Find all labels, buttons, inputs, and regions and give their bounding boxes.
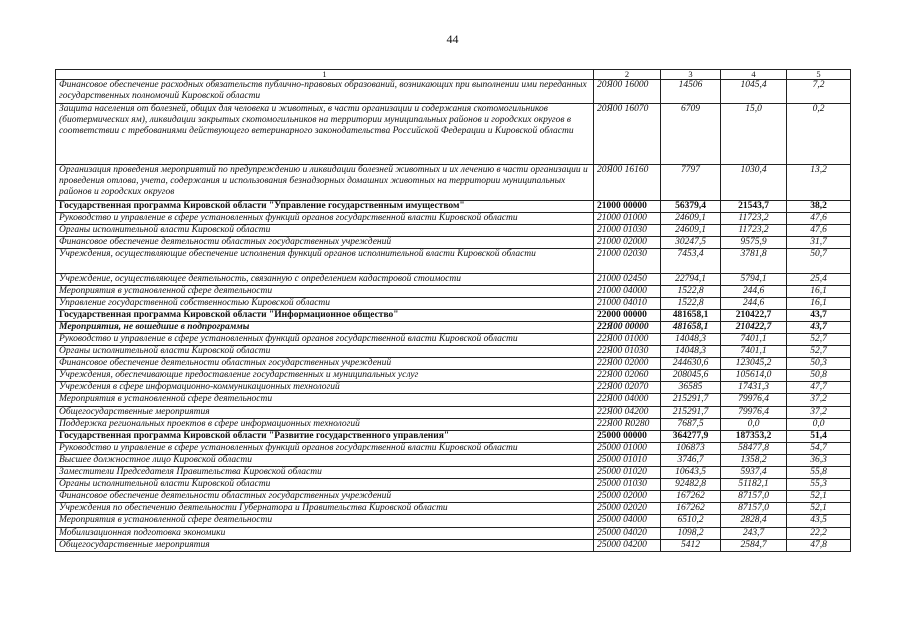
row-fact-cell: 11723,2 (721, 213, 787, 225)
table-row (56, 80, 851, 104)
table-row (56, 249, 851, 273)
row-fact-cell: 79976,4 (721, 394, 787, 406)
budget-table (55, 69, 851, 552)
row-code-cell: 21000 02450 (594, 273, 661, 285)
row-code-cell: 25000 01000 (594, 442, 661, 454)
table-row (56, 200, 851, 212)
row-name-cell: Поддержка региональных проектов в сфере информационных технологий (56, 418, 594, 430)
row-plan-cell: 14048,3 (661, 334, 721, 346)
row-name-cell: Мероприятия, не вошедшие в подпрограммы (56, 321, 594, 333)
row-code-cell: 25000 01030 (594, 479, 661, 491)
row-fact-cell: 123045,2 (721, 358, 787, 370)
row-percent-cell: 22,2 (787, 527, 851, 539)
row-name-cell: Учреждение, осуществляющее деятельность, связанную с определением кадастровой стоимости (56, 273, 594, 285)
row-code-cell: 22000 00000 (594, 309, 661, 321)
row-name-cell: Учреждения по обеспечению деятельности Губернатора и Правительства Кировской области (56, 503, 594, 515)
row-plan-cell: 364277,9 (661, 430, 721, 442)
row-fact-cell: 87157,0 (721, 503, 787, 515)
row-code-cell: 25000 04200 (594, 539, 661, 551)
row-fact-cell: 1030,4 (721, 164, 787, 200)
column-number: 2 (594, 70, 661, 80)
table-row (56, 442, 851, 454)
row-fact-cell: 87157,0 (721, 491, 787, 503)
column-number: 5 (787, 70, 851, 80)
table-row (56, 237, 851, 249)
row-code-cell: 20Я00 16160 (594, 164, 661, 200)
row-fact-cell: 11723,2 (721, 225, 787, 237)
row-code-cell: 22Я00 01030 (594, 346, 661, 358)
row-percent-cell: 50,3 (787, 358, 851, 370)
row-percent-cell: 25,4 (787, 273, 851, 285)
row-percent-cell: 52,1 (787, 491, 851, 503)
row-fact-cell: 9575,9 (721, 237, 787, 249)
table-row (56, 358, 851, 370)
row-percent-cell: 37,2 (787, 406, 851, 418)
table-row (56, 479, 851, 491)
row-percent-cell: 47,6 (787, 225, 851, 237)
row-fact-cell: 17431,3 (721, 382, 787, 394)
row-code-cell: 21000 02030 (594, 249, 661, 273)
row-percent-cell: 55,3 (787, 479, 851, 491)
row-percent-cell: 16,1 (787, 297, 851, 309)
row-code-cell: 22Я00 01000 (594, 334, 661, 346)
row-name-cell: Органы исполнительной власти Кировской области (56, 225, 594, 237)
row-percent-cell: 47,6 (787, 213, 851, 225)
table-row (56, 503, 851, 515)
row-plan-cell: 3746,7 (661, 454, 721, 466)
row-plan-cell: 106873 (661, 442, 721, 454)
row-fact-cell: 15,0 (721, 104, 787, 165)
row-fact-cell: 210422,7 (721, 321, 787, 333)
column-number: 3 (661, 70, 721, 80)
row-fact-cell: 21543,7 (721, 200, 787, 212)
row-percent-cell: 38,2 (787, 200, 851, 212)
table-row (56, 104, 851, 165)
column-number: 4 (721, 70, 787, 80)
row-code-cell: 25000 01020 (594, 467, 661, 479)
row-name-cell: Заместители Председателя Правительства Кировской области (56, 467, 594, 479)
row-percent-cell: 47,8 (787, 539, 851, 551)
table-row (56, 467, 851, 479)
column-number: 1 (56, 70, 594, 80)
row-percent-cell: 0,2 (787, 104, 851, 165)
row-percent-cell: 52,1 (787, 503, 851, 515)
row-percent-cell: 50,7 (787, 249, 851, 273)
row-fact-cell: 210422,7 (721, 309, 787, 321)
page-number: 44 (446, 32, 459, 46)
row-plan-cell: 1522,8 (661, 297, 721, 309)
row-percent-cell: 47,7 (787, 382, 851, 394)
row-name-cell: Организация проведения мероприятий по предупреждению и ликвидации болезней животных и их лечению в части организации и проведения отлова, учета, содержания и использования безнадзорных домашних животных на территории муниципальных районов и городских округов (56, 164, 594, 200)
row-name-cell: Финансовое обеспечение деятельности областных государственных учреждений (56, 237, 594, 249)
table-row (56, 225, 851, 237)
table-row (56, 430, 851, 442)
row-fact-cell: 7401,1 (721, 346, 787, 358)
row-plan-cell: 5412 (661, 539, 721, 551)
row-fact-cell: 3781,8 (721, 249, 787, 273)
row-code-cell: 22Я00 04200 (594, 406, 661, 418)
table-row (56, 213, 851, 225)
row-percent-cell: 52,7 (787, 346, 851, 358)
row-percent-cell: 52,7 (787, 334, 851, 346)
row-name-cell: Мероприятия в установленной сфере деятельности (56, 285, 594, 297)
row-plan-cell: 24609,1 (661, 213, 721, 225)
row-name-cell: Финансовое обеспечение деятельности областных государственных учреждений (56, 491, 594, 503)
row-plan-cell: 7453,4 (661, 249, 721, 273)
row-code-cell: 22Я00 00000 (594, 321, 661, 333)
row-name-cell: Мероприятия в установленной сфере деятельности (56, 515, 594, 527)
row-plan-cell: 10643,5 (661, 467, 721, 479)
row-code-cell: 25000 04000 (594, 515, 661, 527)
row-code-cell: 21000 01000 (594, 213, 661, 225)
row-plan-cell: 36585 (661, 382, 721, 394)
row-plan-cell: 167262 (661, 491, 721, 503)
row-fact-cell: 0,0 (721, 418, 787, 430)
row-plan-cell: 24609,1 (661, 225, 721, 237)
row-code-cell: 21000 02000 (594, 237, 661, 249)
table-row (56, 539, 851, 551)
row-percent-cell: 16,1 (787, 285, 851, 297)
row-fact-cell: 243,7 (721, 527, 787, 539)
row-plan-cell: 6709 (661, 104, 721, 165)
row-name-cell: Финансовое обеспечение расходных обязательств публично-правовых образований, возникающих при выполнении ими переданных государственных полномочий Кировской области (56, 80, 594, 104)
row-fact-cell: 79976,4 (721, 406, 787, 418)
row-code-cell: 21000 01030 (594, 225, 661, 237)
row-name-cell: Государственная программа Кировской области "Информационное общество" (56, 309, 594, 321)
row-fact-cell: 1358,2 (721, 454, 787, 466)
row-code-cell: 21000 04010 (594, 297, 661, 309)
row-code-cell: 22Я00 02060 (594, 370, 661, 382)
row-plan-cell: 6510,2 (661, 515, 721, 527)
row-fact-cell: 7401,1 (721, 334, 787, 346)
row-plan-cell: 92482,8 (661, 479, 721, 491)
row-code-cell: 22Я00 R0280 (594, 418, 661, 430)
row-code-cell: 20Я00 16000 (594, 80, 661, 104)
row-code-cell: 25000 02000 (594, 491, 661, 503)
row-plan-cell: 14048,3 (661, 346, 721, 358)
row-code-cell: 25000 02020 (594, 503, 661, 515)
row-name-cell: Управление государственной собственностью Кировской области (56, 297, 594, 309)
row-percent-cell: 36,3 (787, 454, 851, 466)
column-number-row (56, 70, 851, 80)
row-code-cell: 22Я00 02070 (594, 382, 661, 394)
row-code-cell: 22Я00 02000 (594, 358, 661, 370)
row-plan-cell: 167262 (661, 503, 721, 515)
row-fact-cell: 187353,2 (721, 430, 787, 442)
row-percent-cell: 51,4 (787, 430, 851, 442)
budget-table-body (56, 70, 851, 552)
row-name-cell: Учреждения, осуществляющие обеспечение исполнения функций органов исполнительной власти Кировской области (56, 249, 594, 273)
row-code-cell: 25000 01010 (594, 454, 661, 466)
row-name-cell: Руководство и управление в сфере установленных функций органов государственной власти Кировской области (56, 442, 594, 454)
row-name-cell: Учреждения в сфере информационно-коммуникационных технологий (56, 382, 594, 394)
row-name-cell: Органы исполнительной власти Кировской области (56, 346, 594, 358)
row-percent-cell: 54,7 (787, 442, 851, 454)
table-row (56, 309, 851, 321)
table-row (56, 370, 851, 382)
row-percent-cell: 31,7 (787, 237, 851, 249)
row-plan-cell: 481658,1 (661, 309, 721, 321)
row-code-cell: 22Я00 04000 (594, 394, 661, 406)
table-row (56, 406, 851, 418)
row-percent-cell: 43,7 (787, 309, 851, 321)
row-fact-cell: 244,6 (721, 285, 787, 297)
row-plan-cell: 481658,1 (661, 321, 721, 333)
row-percent-cell: 7,2 (787, 80, 851, 104)
row-name-cell: Мероприятия в установленной сфере деятельности (56, 394, 594, 406)
row-name-cell: Учреждения, обеспечивающие предоставление государственных и муниципальных услуг (56, 370, 594, 382)
row-percent-cell: 50,8 (787, 370, 851, 382)
row-plan-cell: 1522,8 (661, 285, 721, 297)
row-fact-cell: 244,6 (721, 297, 787, 309)
row-code-cell: 21000 00000 (594, 200, 661, 212)
table-row (56, 394, 851, 406)
row-name-cell: Финансовое обеспечение деятельности областных государственных учреждений (56, 358, 594, 370)
table-row (56, 164, 851, 200)
table-row (56, 334, 851, 346)
table-row (56, 297, 851, 309)
row-name-cell: Высшее должностное лицо Кировской области (56, 454, 594, 466)
row-plan-cell: 208045,6 (661, 370, 721, 382)
row-percent-cell: 0,0 (787, 418, 851, 430)
row-fact-cell: 2584,7 (721, 539, 787, 551)
row-fact-cell: 51182,1 (721, 479, 787, 491)
table-row (56, 321, 851, 333)
table-row (56, 418, 851, 430)
table-row (56, 454, 851, 466)
row-fact-cell: 1045,4 (721, 80, 787, 104)
table-row (56, 527, 851, 539)
table-row (56, 285, 851, 297)
row-fact-cell: 2828,4 (721, 515, 787, 527)
row-plan-cell: 56379,4 (661, 200, 721, 212)
row-percent-cell: 43,7 (787, 321, 851, 333)
row-percent-cell: 13,2 (787, 164, 851, 200)
row-plan-cell: 22794,1 (661, 273, 721, 285)
table-row (56, 491, 851, 503)
row-plan-cell: 30247,5 (661, 237, 721, 249)
row-percent-cell: 37,2 (787, 394, 851, 406)
row-fact-cell: 105614,0 (721, 370, 787, 382)
row-code-cell: 21000 04000 (594, 285, 661, 297)
table-row (56, 515, 851, 527)
table-row (56, 346, 851, 358)
row-plan-cell: 244630,6 (661, 358, 721, 370)
row-name-cell: Государственная программа Кировской области "Развитие государственного управления" (56, 430, 594, 442)
row-plan-cell: 7797 (661, 164, 721, 200)
row-plan-cell: 14506 (661, 80, 721, 104)
table-row (56, 382, 851, 394)
row-name-cell: Мобилизационная подготовка экономики (56, 527, 594, 539)
row-name-cell: Защита населения от болезней, общих для человека и животных, в части организации и содержания скотомогильников (биотермических ям), ликвидации закрытых скотомогильников на территории муниципальных районов и городских округов в соответствии с требованиями действующего ветеринарного законодательства Российской Федерации и Кировской области (56, 104, 594, 165)
row-name-cell: Руководство и управление в сфере установленных функций органов государственной власти Кировской области (56, 334, 594, 346)
row-fact-cell: 58477,8 (721, 442, 787, 454)
row-name-cell: Государственная программа Кировской области "Управление государственным имуществом" (56, 200, 594, 212)
row-name-cell: Органы исполнительной власти Кировской области (56, 479, 594, 491)
row-plan-cell: 1098,2 (661, 527, 721, 539)
row-plan-cell: 215291,7 (661, 406, 721, 418)
row-fact-cell: 5794,1 (721, 273, 787, 285)
row-name-cell: Руководство и управление в сфере установленных функций органов государственной власти Кировской области (56, 213, 594, 225)
table-row (56, 273, 851, 285)
row-code-cell: 25000 00000 (594, 430, 661, 442)
row-name-cell: Общегосударственные мероприятия (56, 539, 594, 551)
row-fact-cell: 5937,4 (721, 467, 787, 479)
row-plan-cell: 7687,5 (661, 418, 721, 430)
row-code-cell: 20Я00 16070 (594, 104, 661, 165)
row-plan-cell: 215291,7 (661, 394, 721, 406)
row-percent-cell: 55,8 (787, 467, 851, 479)
row-code-cell: 25000 04020 (594, 527, 661, 539)
row-percent-cell: 43,5 (787, 515, 851, 527)
row-name-cell: Общегосударственные мероприятия (56, 406, 594, 418)
